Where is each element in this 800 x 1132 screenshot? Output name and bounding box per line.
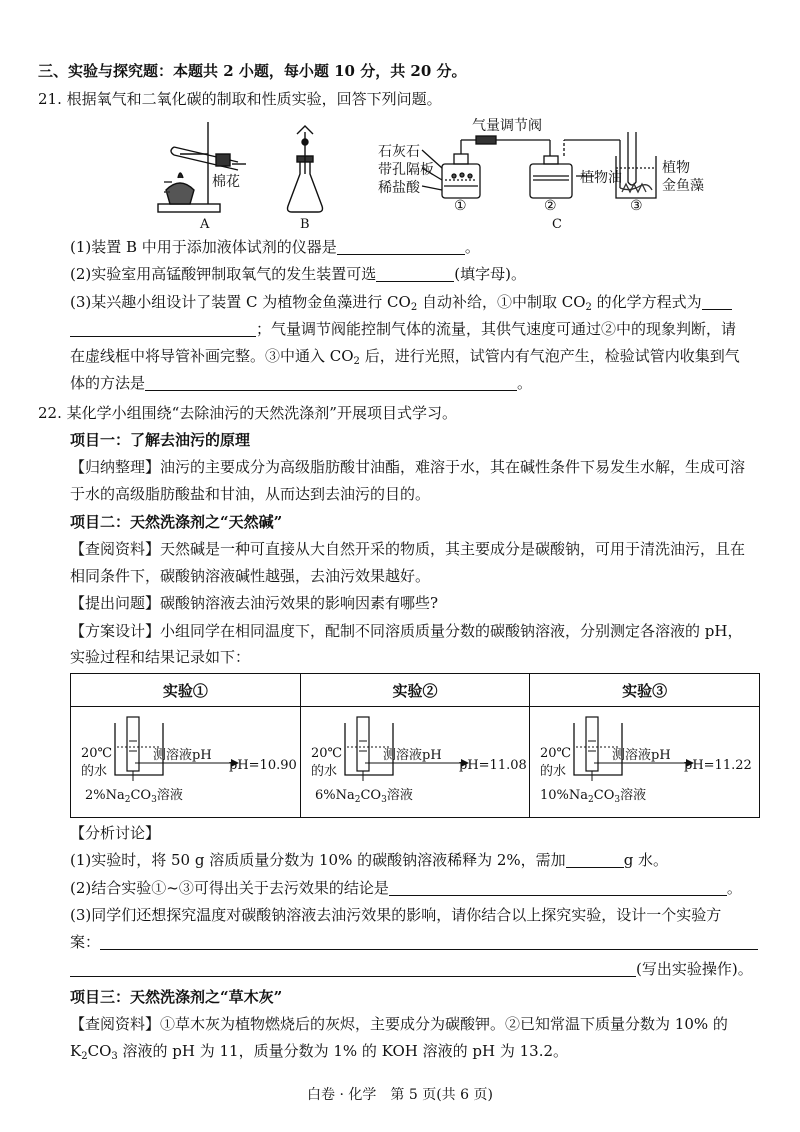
label-cotton: 棉花 <box>212 174 240 190</box>
exp2-ph: pH=11.08 <box>458 758 527 773</box>
experiment-2-diagram <box>301 707 531 817</box>
q21-part3-line3 <box>70 345 740 367</box>
label-oil: 植物油 <box>580 170 622 186</box>
project2-question: 【提出问题】碳酸钠溶液去油污效果的影响因素有哪些? <box>70 594 439 612</box>
analysis-a1-end: g 水。 <box>623 851 669 869</box>
label-b: B <box>300 217 310 232</box>
exp3-temp: 20℃ <box>540 746 572 761</box>
label-partition: 带孔隔板 <box>378 162 434 178</box>
exp3-solution-pct: 10%Na <box>540 788 589 803</box>
exp1-water: 的水 <box>81 764 108 779</box>
project2-design2: 实验过程和结果记录如下： <box>70 648 251 666</box>
analysis-part3-line1: (3)同学们还想探究温度对碳酸钠溶液去油污效果的影响，请你结合以上探究实验，设计一个实验方 <box>70 906 722 924</box>
analysis-title: 【分析讨论】 <box>70 824 161 842</box>
q21-part3-line1 <box>70 291 732 313</box>
q21-p2-blank[interactable] <box>376 265 454 282</box>
sub-2: 2 <box>410 302 418 313</box>
sub-3: 3 <box>380 795 387 805</box>
q21-p3-line4: 体的方法是 <box>70 374 146 392</box>
project2-title: 项目二：天然洗涤剂之“天然碱” <box>70 513 283 531</box>
q21-p2-end: (填字母)。 <box>454 265 526 283</box>
q22-stem: 22. 某化学小组围绕“去除油污的天然洗涤剂”开展项目式学习。 <box>38 404 457 422</box>
exp1-solution-tail: 溶液 <box>156 788 183 803</box>
exp3-solution-tail: 溶液 <box>620 788 647 803</box>
sub-2: 2 <box>585 302 592 313</box>
label-c3: ③ <box>630 198 643 214</box>
section-heading: 三、实验与探究题：本题共 2 小题，每小题 10 分，共 20 分。 <box>38 62 467 80</box>
exp1-co: CO <box>130 788 152 803</box>
analysis-a1: (1)实验时，将 50 g 溶质质量分数为 10% 的碳酸钠溶液稀释为 2%，需加 <box>70 851 566 869</box>
sub-2: 2 <box>353 356 360 367</box>
q21-part3-line2 <box>70 318 736 340</box>
analysis-part1 <box>70 849 668 871</box>
label-c2: ② <box>544 198 557 214</box>
exp1-solution <box>85 787 183 805</box>
analysis-a2-blank[interactable] <box>389 879 727 896</box>
sub-3: 3 <box>151 795 157 805</box>
analysis-a3-end: (写出实验操作)。 <box>636 960 753 978</box>
exp2-solution <box>315 787 413 805</box>
project3-rest: 溶液的 pH 为 11，质量分数为 1% 的 KOH 溶液的 pH 为 13.2。 <box>117 1042 569 1060</box>
analysis-part3-line3 <box>70 958 753 980</box>
q21-p3-a: (3)某兴趣小组设计了装置 C 为植物金鱼藻进行 CO <box>70 293 411 311</box>
label-a: A <box>200 217 210 232</box>
analysis-a3-blank-a[interactable] <box>100 933 758 950</box>
project2-line1: 【查阅资料】天然碱是一种可直接从大自然开采的物质，其主要成分是碳酸钠，可用于清洗油污，且在 <box>70 540 746 558</box>
exp3-measure: 测溶液pH <box>612 748 671 763</box>
q21-p1-blank[interactable] <box>337 238 465 255</box>
analysis-a2: (2)结合实验①~③可得出关于去污效果的结论是 <box>70 879 389 897</box>
exp2-solution-pct: 6%Na <box>314 788 355 803</box>
q21-part2 <box>70 263 526 285</box>
label-acid: 稀盐酸 <box>378 180 420 196</box>
exp3-ph: pH=11.22 <box>684 758 753 773</box>
project3-co: CO <box>87 1042 112 1060</box>
sub-2: 2 <box>354 795 361 805</box>
sub-3: 3 <box>614 795 621 805</box>
label-c: C <box>552 217 562 232</box>
analysis-part2 <box>70 877 742 899</box>
analysis-a3-blank-b[interactable] <box>70 960 636 977</box>
label-valve: 气量调节阀 <box>472 118 542 134</box>
exp1-measure: 测溶液pH <box>153 748 212 763</box>
exp1-ph: pH=10.90 <box>229 758 297 773</box>
experiment-cell-1 <box>71 707 301 818</box>
exp1-temp: 20℃ <box>81 746 113 761</box>
project2-design1: 【方案设计】小组同学在相同温度下，配制不同溶质质量分数的碳酸钠溶液，分别测定各溶液的 pH， <box>70 622 743 640</box>
analysis-a3-l2: 案： <box>70 933 101 951</box>
q21-part1 <box>70 236 480 258</box>
apparatus-c <box>422 132 656 198</box>
page-footer: 白卷 · 化学 第 5 页(共 6 页) <box>307 1087 493 1103</box>
q21-p3-blank-b[interactable] <box>70 320 256 337</box>
exp2-temp: 20℃ <box>310 746 342 761</box>
exp2-solution-tail: 溶液 <box>386 788 413 803</box>
experiment-cell-2 <box>300 707 530 818</box>
table-row <box>71 707 760 818</box>
project1-line1: 【归纳整理】油污的主要成分为高级脂肪酸甘油酯，难溶于水，其在碱性条件下易发生水解，生成可溶 <box>70 458 746 476</box>
exp3-water: 的水 <box>540 764 567 779</box>
table-header-2: 实验② <box>300 674 530 707</box>
q21-p3-line2: ；气量调节阀能控制气体的流量，其供气速度可通过②中的现象判断，请 <box>256 320 737 338</box>
sub-2: 2 <box>588 795 595 805</box>
q21-p3-b: 自动补给，①中制取 CO <box>417 293 586 311</box>
table-header-row <box>71 674 760 707</box>
q21-p1-text: (1)装置 B 中用于添加液体试剂的仪器是 <box>70 238 337 256</box>
label-plant-2: 金鱼藻 <box>662 178 704 194</box>
analysis-part3-line2 <box>70 931 758 953</box>
project1-title: 项目一：了解去油污的原理 <box>70 431 251 449</box>
q21-stem: 21. 根据氧气和二氧化碳的制取和性质实验，回答下列问题。 <box>38 90 442 108</box>
label-c1: ① <box>454 198 467 214</box>
exp3-solution <box>540 787 646 805</box>
exp1-solution-pct: 2%Na <box>85 788 125 803</box>
exp2-co: CO <box>360 788 381 803</box>
q21-p3-blank-a[interactable] <box>702 293 732 310</box>
q21-p3-end: 。 <box>517 374 533 392</box>
q21-apparatus-figure <box>150 112 704 232</box>
q21-p3-blank-c[interactable] <box>145 374 517 391</box>
experiment-1-diagram <box>71 707 301 817</box>
table-header-3: 实验③ <box>530 674 760 707</box>
label-plant-1: 植物 <box>662 160 690 176</box>
analysis-a2-end: 。 <box>726 879 742 897</box>
apparatus-b <box>288 126 323 212</box>
sub-2: 2 <box>124 795 131 805</box>
table-header-1: 实验① <box>71 674 301 707</box>
project2-line2: 相同条件下，碳酸钠溶液碱性越强，去油污效果越好。 <box>70 567 431 585</box>
project3-line2 <box>70 1040 568 1062</box>
sub-3: 3 <box>111 1051 118 1062</box>
label-limestone: 石灰石 <box>378 144 420 160</box>
analysis-a1-blank[interactable] <box>566 851 624 868</box>
project3-title: 项目三：天然洗涤剂之“草木灰” <box>70 988 283 1006</box>
q21-p1-end: 。 <box>464 238 480 256</box>
q21-p3-line3-a: 在虚线框中将导管补画完整。③中通入 CO <box>70 347 354 365</box>
q21-part3-line4 <box>70 372 532 394</box>
exp2-water: 的水 <box>310 764 337 779</box>
project3-k: K <box>70 1042 82 1060</box>
q21-p3-line3-b: 后，进行光照，试管内有气泡产生，检验试管内收集到气 <box>359 347 740 365</box>
sub-2: 2 <box>81 1051 88 1062</box>
q21-p3-c: 的化学方程式为 <box>591 293 702 311</box>
experiment-3-diagram <box>530 707 760 817</box>
experiment-table <box>70 673 760 818</box>
project3-line1: 【查阅资料】①草木灰为植物燃烧后的灰烬，主要成分为碳酸钾。②已知常温下质量分数为 10% 的 <box>70 1015 728 1033</box>
project1-line2: 于水的高级脂肪酸盐和甘油，从而达到去油污的目的。 <box>70 485 431 503</box>
exp2-measure: 测溶液pH <box>382 748 442 763</box>
exp3-co: CO <box>594 788 615 803</box>
q21-p2-text: (2)实验室用高锰酸钾制取氧气的发生装置可选 <box>70 265 377 283</box>
apparatus-a <box>158 122 246 212</box>
experiment-cell-3 <box>530 707 760 818</box>
